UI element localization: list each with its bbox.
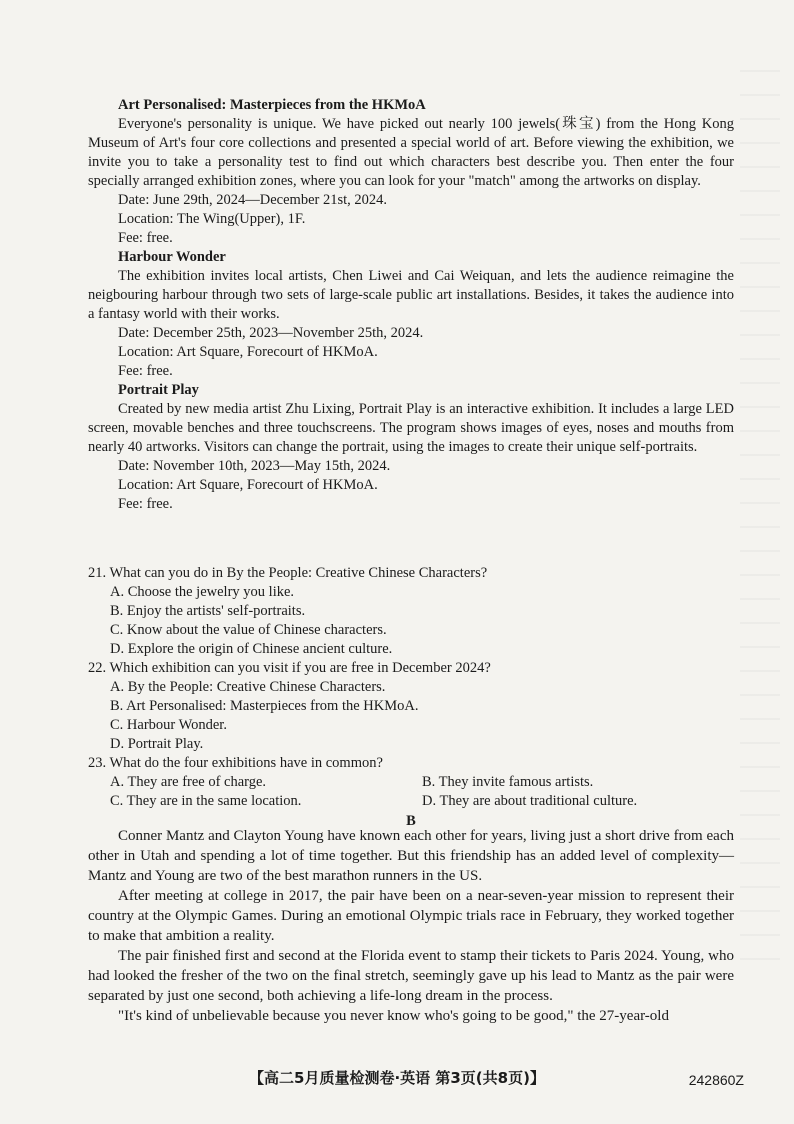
question-23-stem: 23. What do the four exhibitions have in common? bbox=[88, 755, 383, 771]
question-23-row-2 bbox=[88, 792, 734, 811]
question-23-option-c: C. They are in the same location. bbox=[110, 793, 302, 809]
exhibition-body-art: Everyone's personality is unique. We have picked out nearly 100 jewels(珠宝) from the Hong Kong Museum of Art's four core collections and presented a special world of art. Before viewing the exhibition, we invite you to take a personality test to find out which characters best describe you. Then enter the four specially arranged exhibition zones, where you can look for your "match" among the artworks on display. bbox=[88, 116, 734, 189]
passage-b-paragraph-3: The pair finished first and second at the Florida event to stamp their tickets to Paris 2024. Young, who had looked the fresher of the two on the final stretch, seemingly gave up his lead to Mantz as the pair were separated by just one second, both achieving a life-long dream in the process. bbox=[88, 948, 734, 1004]
page-footer-title: 【高二5月质量检测卷·英语 第3页(共8页)】 bbox=[249, 1069, 545, 1087]
question-23-option-b: B. They invite famous artists. bbox=[422, 774, 594, 790]
exhibition-title-art: Art Personalised: Masterpieces from the HKMoA bbox=[118, 97, 426, 113]
exhibition-body-harbour: The exhibition invites local artists, Chen Liwei and Cai Weiquan, and lets the audience reimagine the neigbouring harbour through two sets of large-scale public art installations. Besides, it takes the audience into a fantasy world with their works. bbox=[88, 268, 734, 322]
exhibition-fee-portrait: Fee: free. bbox=[118, 496, 173, 512]
question-22-stem: 22. Which exhibition can you visit if you are free in December 2024? bbox=[88, 660, 491, 676]
exhibition-date-harbour: Date: December 25th, 2023—November 25th, 2024. bbox=[118, 325, 424, 341]
question-23-option-a: A. They are free of charge. bbox=[110, 774, 267, 790]
questions bbox=[88, 564, 734, 832]
exhibition-title-harbour: Harbour Wonder bbox=[118, 249, 226, 265]
exhibition-fee-art: Fee: free. bbox=[118, 230, 173, 246]
passage-b-paragraph-1: Conner Mantz and Clayton Young have known each other for years, living just a short drive from each other in Utah and spending a lot of time together. But this friendship has an added level of complexity—Mantz and Young are two of the best marathon runners in the US. bbox=[88, 828, 734, 884]
question-22-option-a: A. By the People: Creative Chinese Characters. bbox=[110, 679, 386, 695]
passage-b bbox=[88, 826, 734, 1026]
exhibition-title-portrait: Portrait Play bbox=[118, 382, 199, 398]
exhibition-fee-harbour: Fee: free. bbox=[118, 363, 173, 379]
passage-b-paragraph-2: After meeting at college in 2017, the pair have been on a near-seven-year mission to represent their country at the Olympic Games. During an emotional Olympic trials race in February, they worked together to make that ambition a reality. bbox=[88, 888, 734, 944]
passage-a bbox=[88, 96, 734, 514]
question-21-stem: 21. What can you do in By the People: Creative Chinese Characters? bbox=[88, 565, 488, 581]
exhibition-date-portrait: Date: November 10th, 2023—May 15th, 2024. bbox=[118, 458, 391, 474]
question-22-option-c: C. Harbour Wonder. bbox=[110, 717, 227, 733]
question-23-row-1 bbox=[88, 773, 734, 792]
exhibition-location-art: Location: The Wing(Upper), 1F. bbox=[118, 211, 306, 227]
question-21-option-d: D. Explore the origin of Chinese ancient culture. bbox=[110, 641, 393, 657]
question-22-option-d: D. Portrait Play. bbox=[110, 736, 204, 752]
exhibition-date-art: Date: June 29th, 2024—December 21st, 2024. bbox=[118, 192, 388, 208]
exhibition-body-portrait: Created by new media artist Zhu Lixing, Portrait Play is an interactive exhibition. It includes a large LED screen, movable benches and three touchscreens. The program shows images of eyes, noses and mouths from nearly 40 artworks. Visitors can change the portrait, using the images to create their unique self-portraits. bbox=[88, 401, 734, 455]
paper-code: 242860Z bbox=[688, 1072, 744, 1088]
question-21-option-a: A. Choose the jewelry you like. bbox=[110, 584, 295, 600]
question-21-option-c: C. Know about the value of Chinese characters. bbox=[110, 622, 387, 638]
bleed-through-shadow bbox=[740, 70, 780, 970]
question-22-option-b: B. Art Personalised: Masterpieces from the HKMoA. bbox=[110, 698, 419, 714]
section-b-label: B bbox=[406, 813, 416, 829]
exhibition-location-harbour: Location: Art Square, Forecourt of HKMoA. bbox=[118, 344, 378, 360]
passage-b-paragraph-4: "It's kind of unbelievable because you never know who's going to be good," the 27-year-old bbox=[118, 1008, 669, 1024]
question-23-option-d: D. They are about traditional culture. bbox=[422, 793, 638, 809]
exhibition-location-portrait: Location: Art Square, Forecourt of HKMoA. bbox=[118, 477, 378, 493]
question-21-option-b: B. Enjoy the artists' self-portraits. bbox=[110, 603, 306, 619]
